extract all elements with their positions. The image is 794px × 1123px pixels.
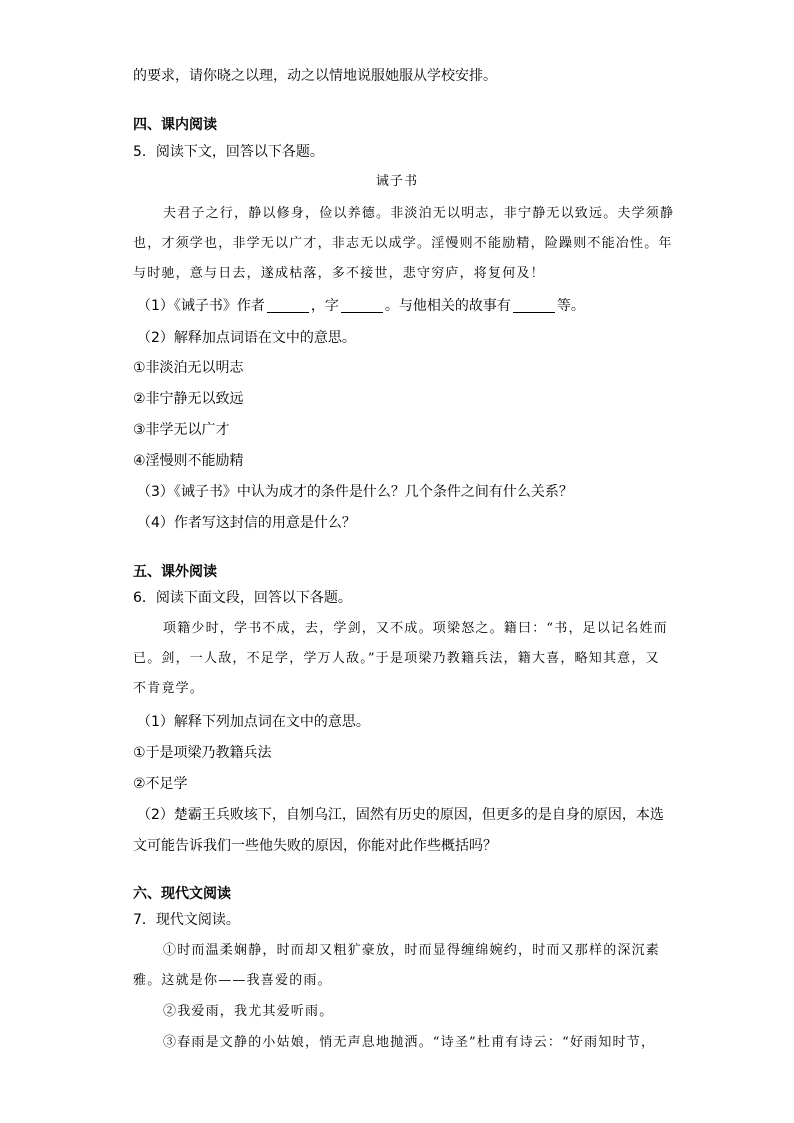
question-5-2: （2）解释加点词语在文中的意思。 [137, 330, 356, 346]
question-5-1 [137, 296, 585, 316]
question-5-4: （4）作者写这封信的用意是什么？ [137, 515, 356, 531]
passage-line-2: 也，才须学也，非学无以广才，非志无以成学。淫慢则不能励精，险躁则不能冶性。年 [133, 236, 673, 251]
modern-passage-line-3: ②我爱雨，我尤其爱听雨。 [163, 1004, 334, 1019]
question-6-2-line-1: （2）楚霸王兵败垓下，自刎乌江，固然有历史的原因，但更多的是自身的原因，本选 [137, 807, 664, 823]
q6-sub-item-1: ①于是项梁乃教籍兵法 [133, 745, 272, 761]
sub-item-4: ④淫慢则不能励精 [133, 453, 244, 469]
passage-title: 诫子书 [375, 174, 419, 189]
question-7: 7．现代文阅读。 [133, 912, 240, 928]
q5-1-text-c: 。与他相关的故事有 [384, 298, 511, 314]
modern-passage-line-4: ③春雨是文静的小姑娘，悄无声息地抛洒。“诗圣”杜甫有诗云：“好雨知时节， [163, 1035, 656, 1050]
modern-passage-line-2: 雅。这就是你——我喜爱的雨。 [133, 973, 332, 988]
q5-1-text-b: ，字 [310, 298, 339, 314]
q6-sub-item-2: ②不足学 [133, 776, 188, 792]
sub-item-3: ③非学无以广才 [133, 422, 230, 438]
question-5-3: （3）《诫子书》中认为成才的条件是什么？几个条件之间有什么关系？ [137, 484, 573, 500]
passage-b-line-2: 已。剑，一人敌，不足学，学万人敌。”于是项梁乃教籍兵法，籍大喜，略知其意，又 [133, 651, 660, 666]
question-6-2-line-2: 文可能告诉我们一些他失败的原因，你能对此作些概括吗？ [133, 838, 497, 854]
section-title-5: 五、课外阅读 [133, 564, 217, 580]
passage-b-line-1: 项籍少时，学书不成，去，学剑，又不成。项梁怒之。籍曰：“书，足以记名姓而 [163, 621, 668, 636]
section-title-4: 四、课内阅读 [133, 117, 217, 133]
sub-item-2: ②非宁静无以致远 [133, 391, 244, 407]
answer-blank-story[interactable] [513, 298, 555, 313]
text-line: 的要求，请你晓之以理，动之以情地说服她服从学校安排。 [133, 68, 497, 84]
question-6: 6．阅读下面文段，回答以下各题。 [133, 590, 352, 606]
question-6-1: （1）解释下列加点词在文中的意思。 [137, 714, 370, 730]
passage-b-line-3: 不肯竟学。 [133, 681, 205, 696]
passage-line-3: 与时驰，意与日去，遂成枯落，多不接世，悲守穷庐，将复何及！ [133, 266, 545, 281]
sub-item-1: ①非淡泊无以明志 [133, 360, 244, 376]
q5-1-text-a: （1）《诫子书》作者 [137, 298, 265, 314]
answer-blank-author[interactable] [267, 298, 309, 313]
modern-passage-line-1: ①时而温柔娴静，时而却又粗犷豪放，时而显得缠绵婉约，时而又那样的深沉素 [163, 943, 661, 958]
section-title-6: 六、现代文阅读 [133, 886, 231, 902]
answer-blank-courtesy-name[interactable] [341, 298, 383, 313]
passage-line-1: 夫君子之行，静以修身，俭以养德。非淡泊无以明志，非宁静无以致远。夫学须静 [163, 206, 675, 221]
question-5: 5．阅读下文，回答以下各题。 [133, 144, 324, 160]
q5-1-text-d: 等。 [556, 298, 585, 314]
